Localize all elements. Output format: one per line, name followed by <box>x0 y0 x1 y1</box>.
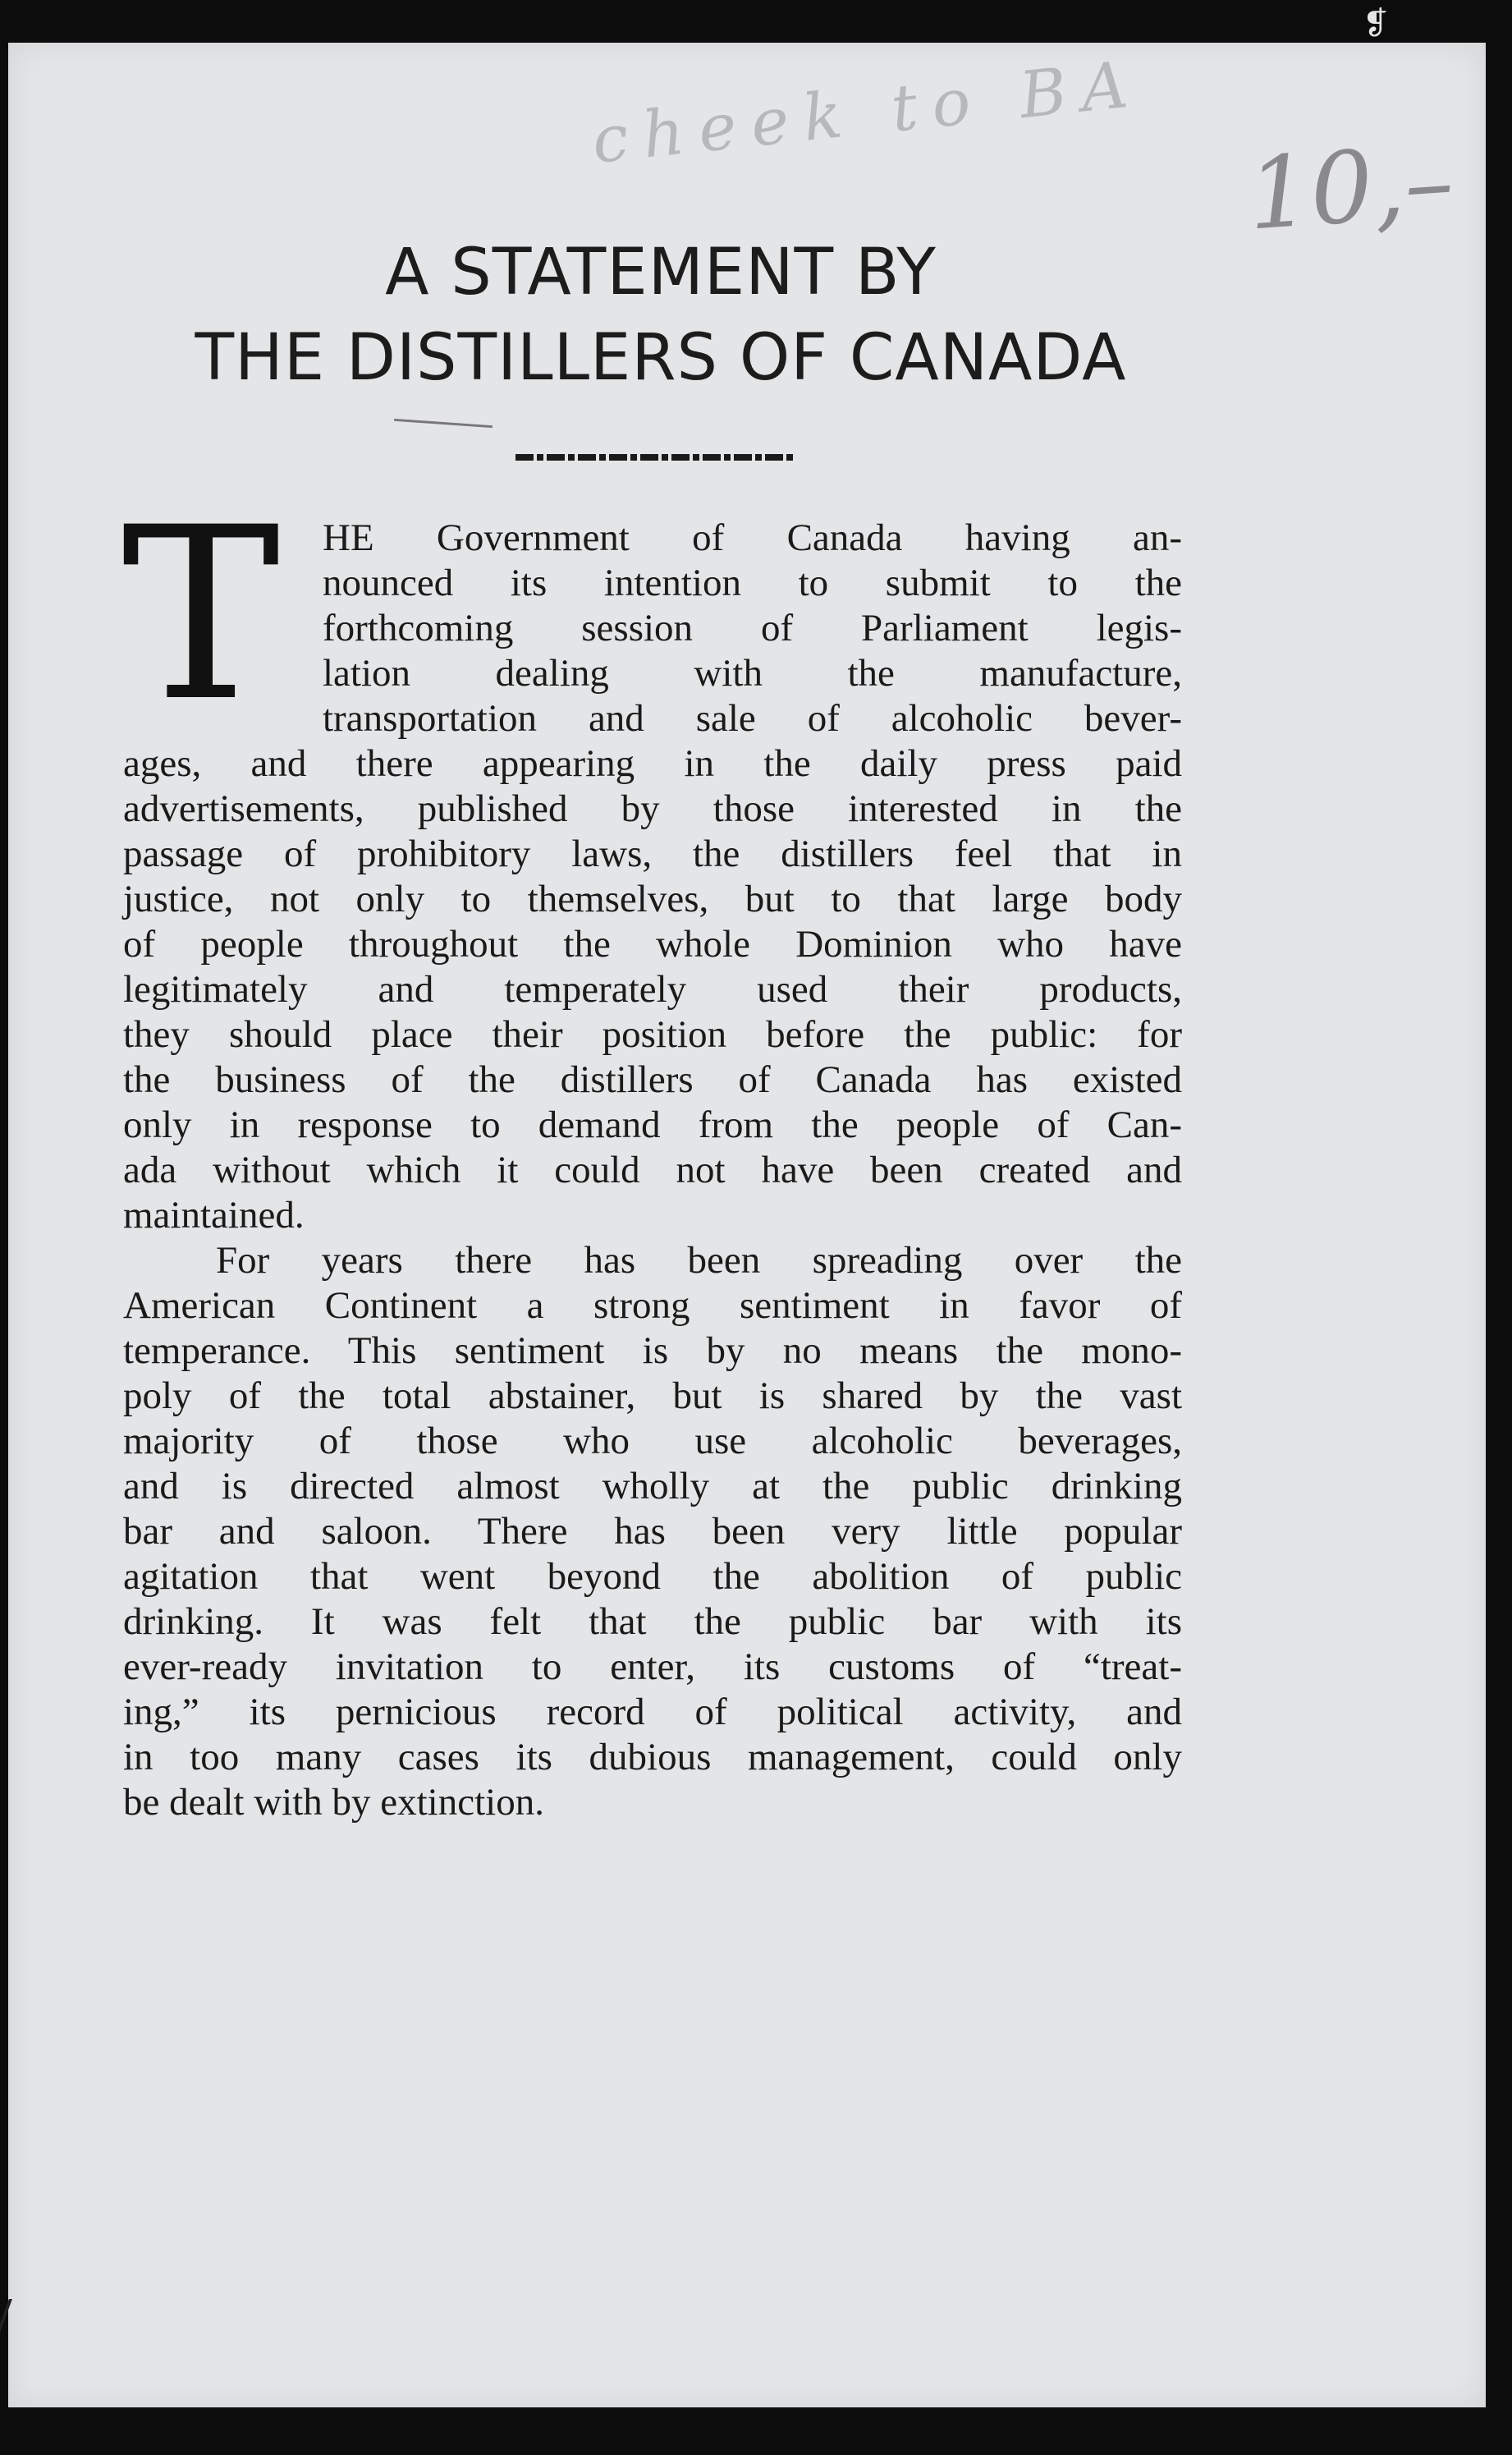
price-annotation: 10,– <box>1244 124 1458 253</box>
text-line: of people throughout the whole Dominion who have <box>123 923 1182 966</box>
text-line: For years there has been spreading over the <box>216 1239 1182 1282</box>
text-line: forthcoming session of Parliament legis- <box>323 607 1182 649</box>
text-line: maintained. <box>123 1194 305 1237</box>
corner-mark: ❡ <box>1363 5 1389 41</box>
title-ornament-rule <box>515 454 793 461</box>
text-line: drinking. It was felt that the public bar with its <box>123 1600 1182 1643</box>
text-line: legitimately and temperately used their products, <box>123 968 1182 1011</box>
text-line: agitation that went beyond the abolition of public <box>123 1555 1182 1598</box>
drop-cap: T <box>121 477 281 754</box>
text-line: ing,” its pernicious record of political activity, and <box>123 1691 1182 1733</box>
paragraph-2 <box>123 1238 1182 1825</box>
text-line: lation dealing with the manufacture, <box>323 652 1182 695</box>
body-text <box>123 516 1182 1825</box>
title-line-1: A STATEMENT BY <box>385 236 937 310</box>
text-line: temperance. This sentiment is by no means the mono- <box>123 1329 1182 1372</box>
text-line: only in response to demand from the people of Can- <box>123 1104 1182 1146</box>
text-line: ever-ready invitation to enter, its customs of “treat- <box>123 1645 1182 1688</box>
text-line: passage of prohibitory laws, the distillers feel that in <box>123 833 1182 875</box>
text-line: ages, and there appearing in the daily press paid <box>123 742 1182 785</box>
text-line: ada without which it could not have been created and <box>123 1149 1182 1191</box>
text-line: be dealt with by extinction. <box>123 1781 544 1824</box>
paragraph-1 <box>123 516 1182 1238</box>
text-line: the business of the distillers of Canada has existed <box>123 1058 1182 1101</box>
text-line: they should place their position before the public: for <box>123 1013 1182 1056</box>
document-title <box>0 230 1322 401</box>
text-line: HE Government of Canada having an- <box>323 516 1182 559</box>
pencil-annotation: cheek to BA <box>589 47 1146 178</box>
text-line: transportation and sale of alcoholic bever- <box>323 697 1182 740</box>
text-line: bar and saloon. There has been very little popular <box>123 1510 1182 1553</box>
text-line: and is directed almost wholly at the public drinking <box>123 1465 1182 1507</box>
text-line: advertisements, published by those interested in the <box>123 787 1182 830</box>
text-line: poly of the total abstainer, but is shared by the vast <box>123 1374 1182 1417</box>
title-line-2: THE DISTILLERS OF CANADA <box>195 321 1127 395</box>
text-line: American Continent a strong sentiment in favor of <box>123 1284 1182 1327</box>
text-line: nounced its intention to submit to the <box>323 562 1182 604</box>
text-line: justice, not only to themselves, but to that large body <box>123 878 1182 920</box>
text-line: in too many cases its dubious management, could only <box>123 1736 1182 1778</box>
text-line: majority of those who use alcoholic beverages, <box>123 1420 1182 1462</box>
